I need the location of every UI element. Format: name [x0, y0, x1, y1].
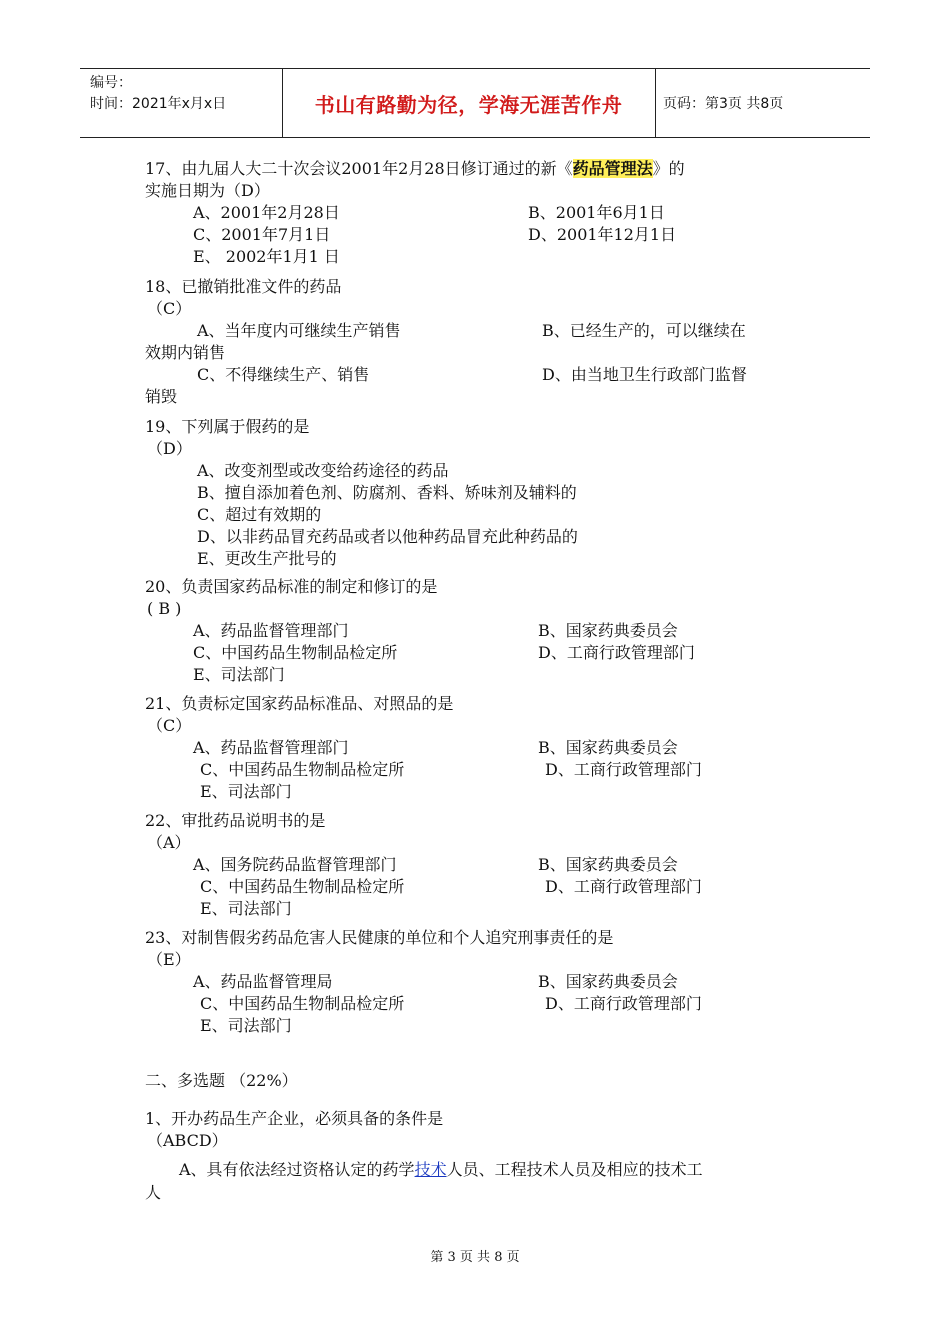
- question-21-option-d: D、工商行政管理部门: [545, 760, 702, 779]
- header-page-info: 页码：第3页 共8页: [663, 96, 784, 112]
- question-22-option-e: E、司法部门: [200, 899, 292, 918]
- question-20-answer: ( B ): [147, 599, 182, 618]
- question-17-option-d: D、2001年12月1日: [528, 225, 677, 244]
- question-20-option-e: E、司法部门: [193, 665, 285, 684]
- question-17-stem-cont: 实施日期为（D）: [145, 181, 270, 200]
- question-18-option-d-cont: 销毁: [145, 387, 178, 406]
- multi-question-1-option-a: A、具有依法经过资格认定的药学技术人员、工程技术人员及相应的技术工: [179, 1160, 703, 1179]
- question-22-option-c: C、中国药品生物制品检定所: [200, 877, 405, 896]
- multi-question-1-option-a-cont: 人: [145, 1183, 162, 1202]
- question-17-option-b: B、2001年6月1日: [528, 203, 665, 222]
- document-number: 编号：: [90, 75, 132, 91]
- page-footer: 第 3 页 共 8 页: [430, 1250, 520, 1265]
- document-date: 时间：2021年x月x日: [90, 96, 227, 112]
- question-23-stem: 23、对制售假劣药品危害人民健康的单位和个人追究刑事责任的是: [145, 928, 614, 947]
- question-23-option-c: C、中国药品生物制品检定所: [200, 994, 405, 1013]
- question-22-option-a: A、国务院药品监督管理部门: [193, 855, 397, 874]
- question-22-option-b: B、国家药典委员会: [538, 855, 678, 874]
- header-meta: [90, 73, 226, 115]
- question-22-answer: （A）: [147, 833, 191, 852]
- question-17-stem: 17、由九届人大二十次会议2001年2月28日修订通过的新《药品管理法》的: [145, 159, 685, 178]
- question-18-stem: 18、已撤销批准文件的药品: [145, 277, 342, 296]
- question-19-option-e: E、更改生产批号的: [197, 549, 337, 568]
- question-22-option-d: D、工商行政管理部门: [545, 877, 702, 896]
- question-23-option-a: A、药品监督管理局: [193, 972, 333, 991]
- question-22-stem: 22、审批药品说明书的是: [145, 811, 326, 830]
- question-23-option-b: B、国家药典委员会: [538, 972, 678, 991]
- question-18-option-b: B、已经生产的，可以继续在: [542, 321, 746, 340]
- question-17-option-c: C、2001年7月1日: [193, 225, 331, 244]
- question-23-answer: （E）: [147, 950, 191, 969]
- multi-question-1-stem: 1、开办药品生产企业，必须具备的条件是: [145, 1109, 444, 1128]
- highlighted-term: 药品管理法: [572, 159, 653, 178]
- question-21-option-a: A、药品监督管理部门: [193, 738, 349, 757]
- question-19-answer: （D）: [147, 439, 192, 458]
- question-18-option-b-cont: 效期内销售: [145, 343, 226, 362]
- question-19-stem: 19、下列属于假药的是: [145, 417, 310, 436]
- question-18-option-d: D、由当地卫生行政部门监督: [542, 365, 747, 384]
- question-18-option-c: C、不得继续生产、销售: [197, 365, 370, 384]
- question-21-stem: 21、负责标定国家药品标准品、对照品的是: [145, 694, 454, 713]
- question-21-answer: （C）: [147, 716, 192, 735]
- question-19-option-b: B、擅自添加着色剂、防腐剂、香料、矫味剂及辅料的: [197, 483, 577, 502]
- question-20-option-b: B、国家药典委员会: [538, 621, 678, 640]
- technology-link[interactable]: 技术: [414, 1160, 447, 1179]
- question-20-stem: 20、负责国家药品标准的制定和修订的是: [145, 577, 438, 596]
- question-21-option-b: B、国家药典委员会: [538, 738, 678, 757]
- question-17-option-a: A、2001年2月28日: [193, 203, 340, 222]
- question-18-option-a: A、当年度内可继续生产销售: [197, 321, 401, 340]
- page-header: [80, 68, 870, 138]
- header-divider: [655, 69, 656, 137]
- question-19-option-c: C、超过有效期的: [197, 505, 322, 524]
- question-23-option-d: D、工商行政管理部门: [545, 994, 702, 1013]
- question-19-option-a: A、改变剂型或改变给药途径的药品: [197, 461, 449, 480]
- question-19-option-d: D、以非药品冒充药品或者以他种药品冒充此种药品的: [197, 527, 578, 546]
- header-motto: 书山有路勤为径，学海无涯苦作舟: [314, 93, 623, 117]
- question-23-option-e: E、司法部门: [200, 1016, 292, 1035]
- section-title: 二、多选题 （22%）: [145, 1071, 298, 1090]
- question-21-option-c: C、中国药品生物制品检定所: [200, 760, 405, 779]
- question-20-option-d: D、工商行政管理部门: [538, 643, 695, 662]
- multi-question-1-answer: （ABCD）: [147, 1131, 228, 1150]
- question-20-option-a: A、药品监督管理部门: [193, 621, 349, 640]
- question-18-answer: （C）: [147, 299, 192, 318]
- question-20-option-c: C、中国药品生物制品检定所: [193, 643, 398, 662]
- question-21-option-e: E、司法部门: [200, 782, 292, 801]
- question-17-option-e: E、 2002年1月1 日: [193, 247, 340, 266]
